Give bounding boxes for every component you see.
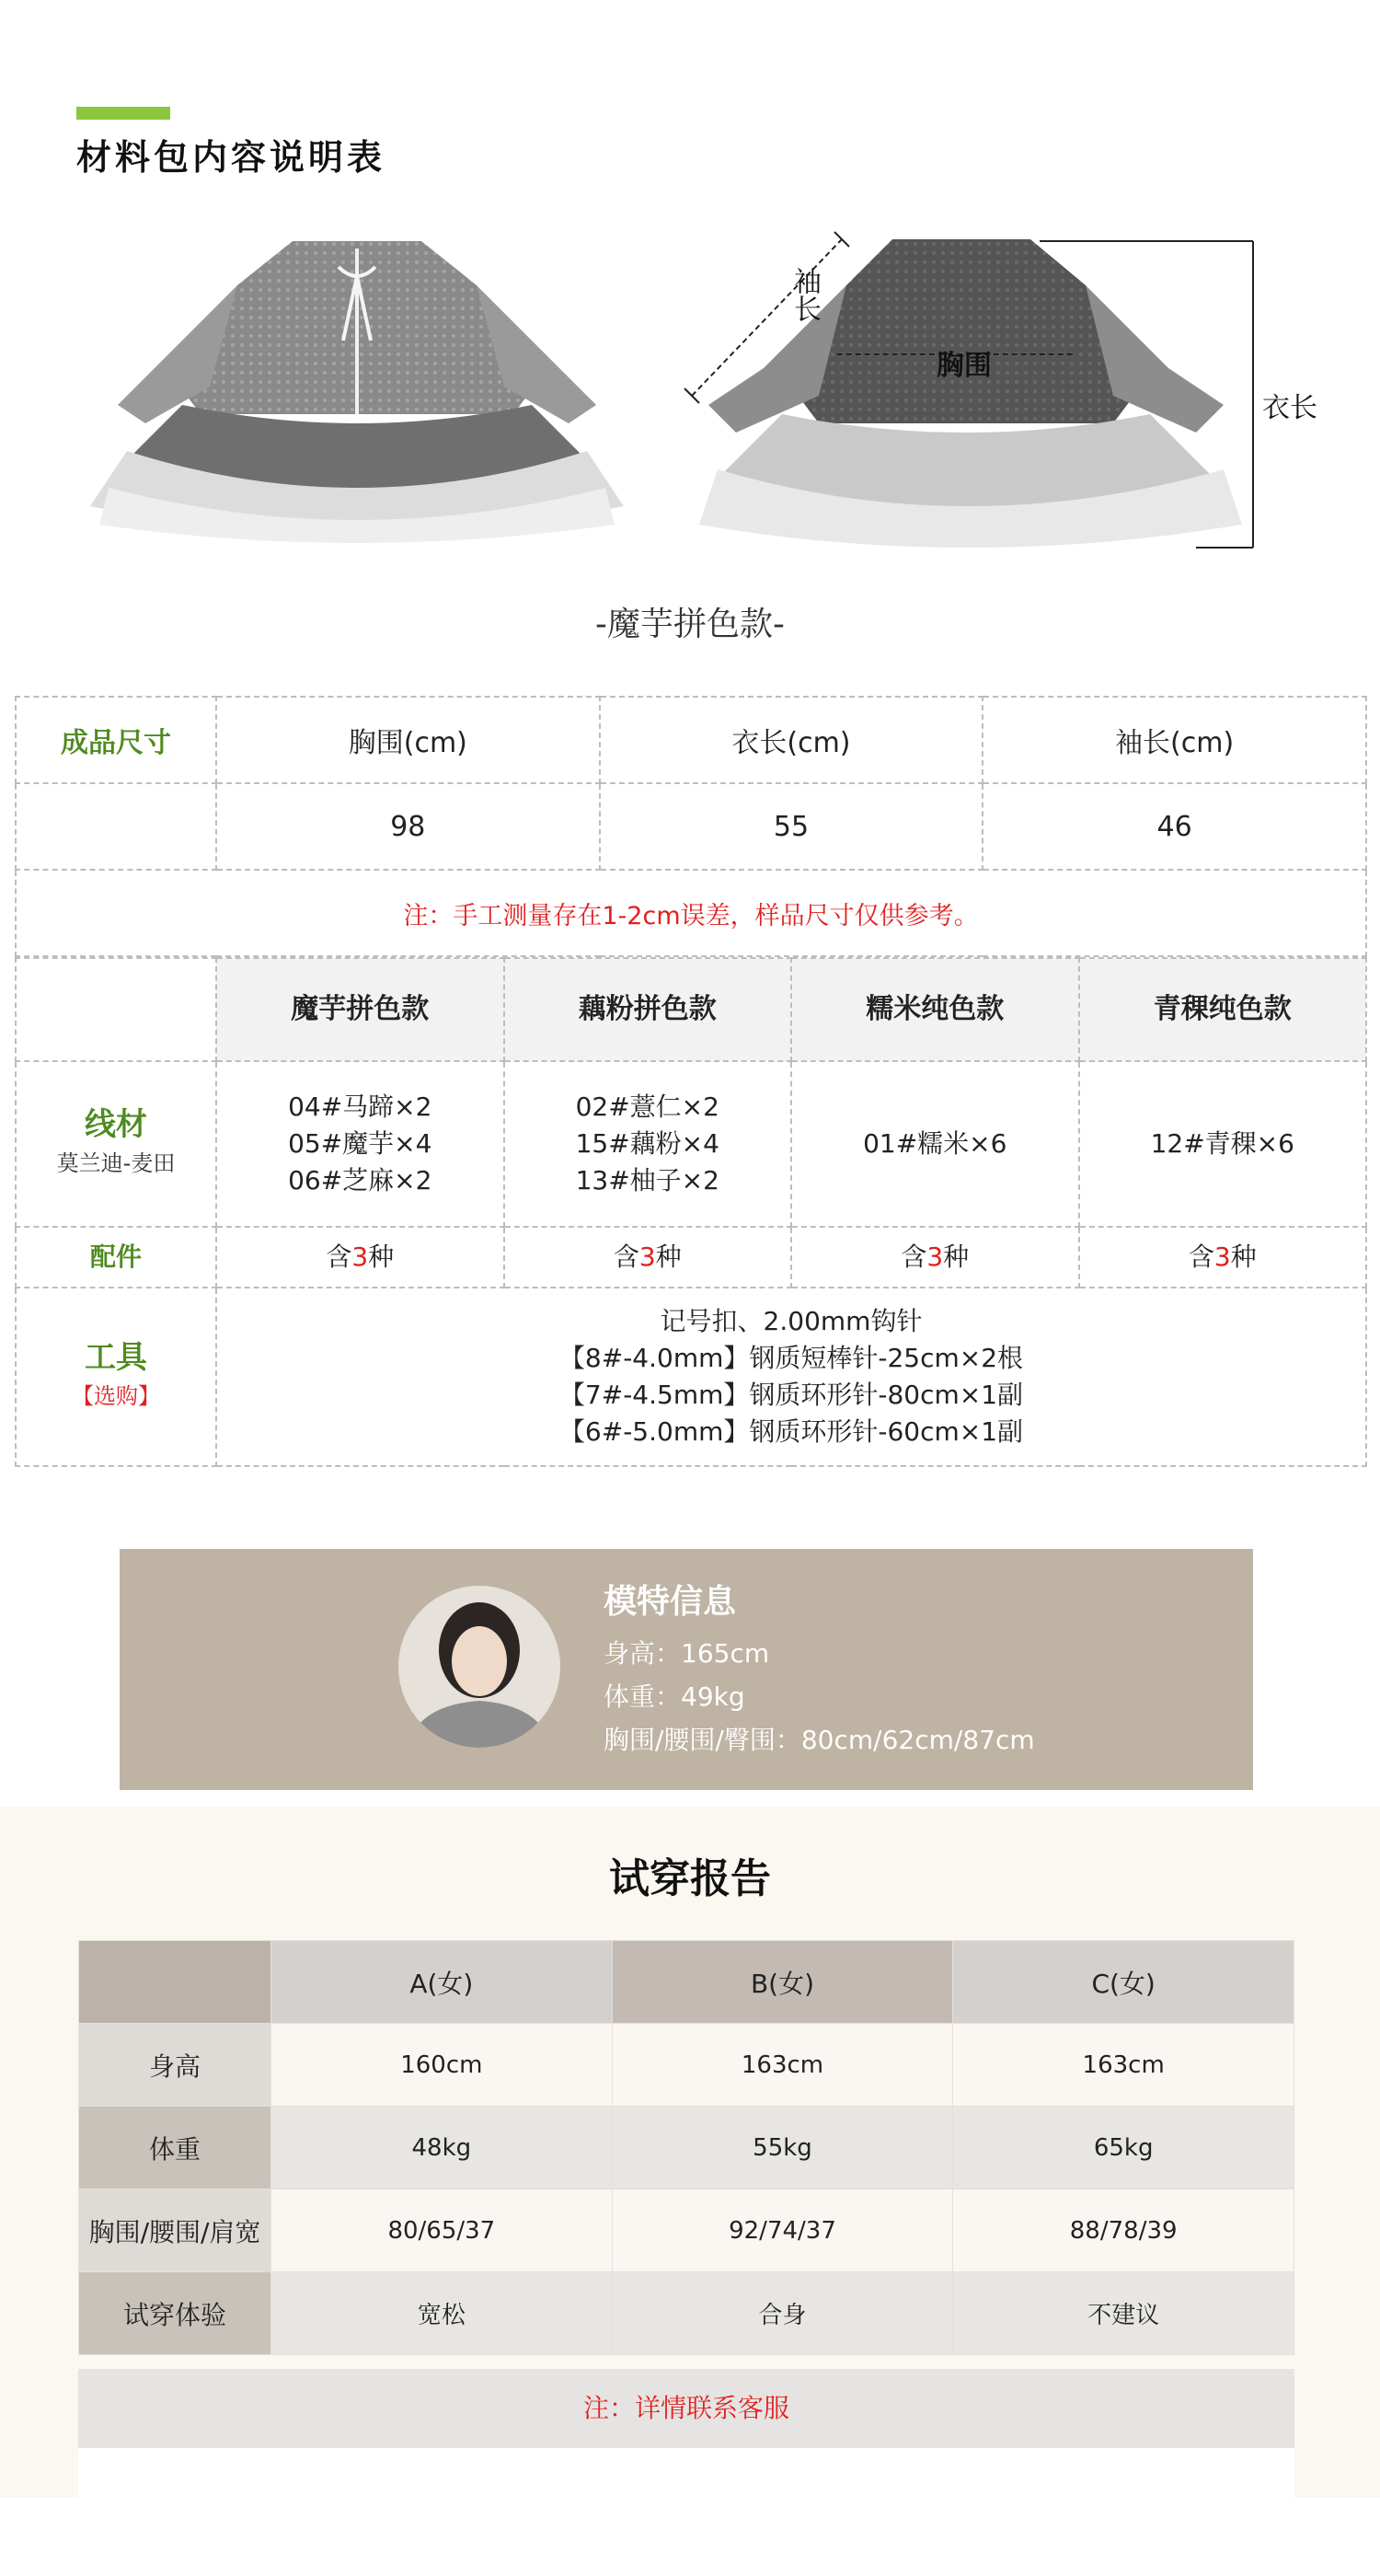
model-info-title: 模特信息 [604,1583,737,1621]
report-cell: 88/78/39 [953,2189,1294,2272]
tool-item: 记号扣、2.00mm钩针 [660,1306,923,1336]
accessories-prefix: 含 [613,1242,639,1272]
tool-item: 【7#-4.5mm】钢质环形针-80cm×1副 [558,1380,1024,1410]
report-footer-space [78,2448,1294,2498]
report-cell: 宽松 [271,2272,613,2355]
yarn-item: 02#薏仁×2 [575,1092,719,1122]
report-corner [79,1941,271,2024]
yarn-item: 06#芝麻×2 [288,1165,432,1196]
accessories-cell [216,1227,504,1288]
model-weight: 体重：49kg [604,1681,745,1712]
size-value-chest: 98 [216,783,600,870]
report-cell: 55kg [612,2107,953,2189]
report-row-label: 体重 [79,2107,271,2189]
size-value-sleeve: 46 [983,783,1366,870]
tools-cell [216,1288,1366,1466]
size-table [15,696,1367,957]
accessories-prefix: 含 [326,1242,352,1272]
materials-corner [16,958,216,1061]
tools-label: 工具 [85,1339,147,1376]
report-cell: 80/65/37 [271,2189,613,2272]
report-title: 试穿报告 [609,1855,771,1902]
yarn-item: 12#青稞×6 [1150,1128,1294,1159]
accessories-suffix: 种 [943,1242,970,1272]
accessories-cell [504,1227,792,1288]
variant-header: 青稞纯色款 [1079,958,1367,1061]
size-value-length: 55 [600,783,983,870]
size-row-label: 成品尺寸 [16,697,216,783]
report-table [78,1940,1294,2355]
size-col-chest: 胸围(cm) [216,697,600,783]
report-row-label: 胸围/腰围/肩宽 [79,2189,271,2272]
accessories-prefix: 含 [901,1242,927,1272]
accessories-cell [1079,1227,1367,1288]
model-measurements: 胸围/腰围/臀围：80cm/62cm/87cm [604,1725,1035,1755]
report-cell: 合身 [612,2272,953,2355]
chest-label: 胸围 [937,350,992,382]
yarn-item: 05#魔芋×4 [288,1128,432,1159]
body-length-label: 衣长 [1262,392,1317,424]
accessories-count: 3 [638,1242,656,1272]
report-col-header: B(女) [612,1941,953,2024]
report-row-label: 试穿体验 [79,2272,271,2355]
yarn-item: 13#柚子×2 [575,1165,719,1196]
yarn-cell [791,1061,1079,1227]
accessories-suffix: 种 [1230,1242,1257,1272]
yarn-item: 04#马蹄×2 [288,1092,432,1122]
yarn-row-label [16,1061,216,1227]
yarn-label: 线材 [85,1106,147,1143]
accessories-count: 3 [351,1242,369,1272]
size-col-length: 衣长(cm) [600,697,983,783]
materials-table [15,957,1367,1467]
size-note: 注：手工测量存在1-2cm误差，样品尺寸仅供参考。 [16,870,1366,956]
yarn-item: 01#糯米×6 [863,1128,1007,1159]
report-cell: 92/74/37 [612,2189,953,2272]
tools-sub-label: 【选购】 [72,1383,160,1409]
report-row-label: 身高 [79,2024,271,2107]
report-cell: 65kg [953,2107,1294,2189]
accessories-cell [791,1227,1079,1288]
accessories-suffix: 种 [655,1242,682,1272]
variant-header: 糯米纯色款 [791,958,1079,1061]
yarn-cell [1079,1061,1367,1227]
size-empty-cell [16,783,216,870]
sleeve-length-label: 袖长 [788,267,821,322]
model-height: 身高：165cm [604,1638,770,1669]
yarn-cell [216,1061,504,1227]
yarn-item: 15#藕粉×4 [575,1128,719,1159]
report-cell: 48kg [271,2107,613,2189]
accessories-label: 配件 [16,1227,216,1288]
product-photo-back [681,230,1270,561]
tools-row-label [16,1288,216,1466]
report-cell: 160cm [271,2024,613,2107]
accessories-count: 3 [926,1242,944,1272]
product-photo-front [81,230,633,543]
yarn-cell [504,1061,792,1227]
report-note: 注：详情联系客服 [78,2369,1294,2448]
page-title: 材料包内容说明表 [76,137,386,178]
title-accent-bar [76,107,170,120]
report-cell: 不建议 [953,2272,1294,2355]
variant-header: 魔芋拼色款 [216,958,504,1061]
accessories-prefix: 含 [1188,1242,1214,1272]
variant-header: 藕粉拼色款 [504,958,792,1061]
report-col-header: C(女) [953,1941,1294,2024]
size-col-sleeve: 袖长(cm) [983,697,1366,783]
yarn-sub-label: 莫兰迪-麦田 [56,1150,176,1176]
tool-item: 【6#-5.0mm】钢质环形针-60cm×1副 [558,1416,1024,1447]
report-cell: 163cm [953,2024,1294,2107]
report-col-header: A(女) [271,1941,613,2024]
style-caption: -魔芋拼色款- [595,606,785,643]
tool-item: 【8#-4.0mm】钢质短棒针-25cm×2根 [558,1343,1024,1373]
accessories-count: 3 [1213,1242,1231,1272]
accessories-suffix: 种 [368,1242,395,1272]
avatar [398,1586,560,1748]
report-cell: 163cm [612,2024,953,2107]
